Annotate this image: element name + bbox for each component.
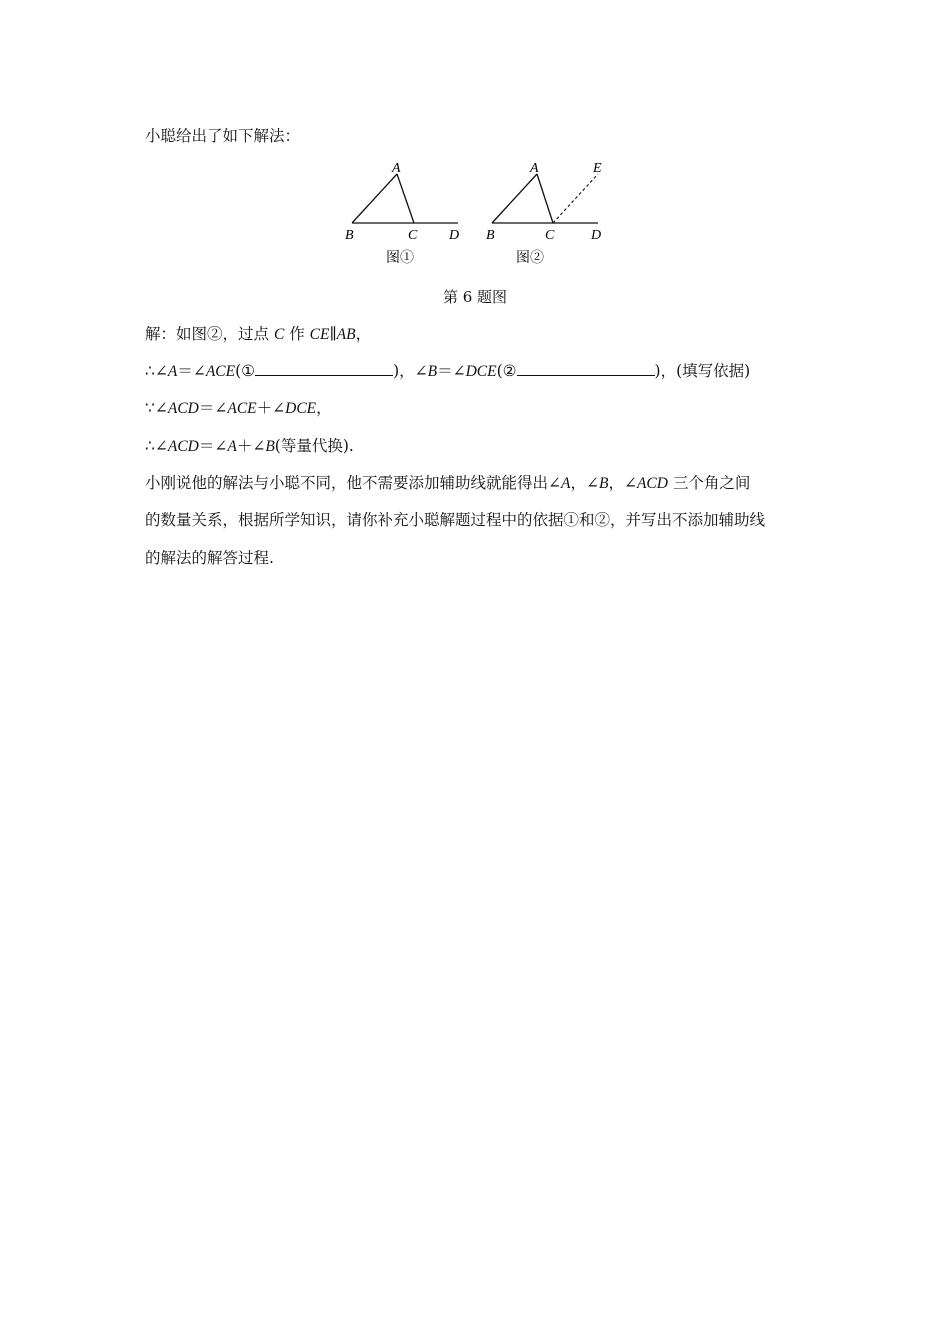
- fig2-label-A: A: [530, 161, 539, 176]
- text: 三个角之间: [667, 474, 751, 492]
- text: ，∠: [608, 474, 637, 492]
- text: ∴∠: [145, 437, 168, 455]
- angle-B: B: [598, 475, 609, 492]
- figure-caption: 第 6 题图: [442, 288, 508, 306]
- fig2-line-AB: [492, 174, 537, 223]
- fig1-label-B: B: [345, 228, 354, 243]
- angle-A: A: [561, 475, 571, 492]
- question-line-1: [145, 473, 750, 494]
- fig2-label-E: E: [593, 161, 602, 176]
- geometry-figures: [330, 150, 630, 275]
- text: ，: [316, 399, 332, 417]
- fig2-label-D: D: [591, 228, 602, 243]
- segment-CE: CE: [309, 326, 330, 343]
- angle-DCE: DCE: [285, 400, 317, 417]
- segment-AB: AB: [336, 326, 356, 343]
- solution-line-4: [145, 436, 354, 457]
- angle-ACD: ACD: [636, 475, 668, 492]
- text: )，(填写依据): [654, 362, 751, 380]
- question-line-3: 的解法的解答过程.: [145, 549, 274, 567]
- text: ＝∠: [437, 362, 466, 380]
- answer-blank-2[interactable]: [517, 361, 655, 376]
- text: )，∠: [393, 362, 428, 380]
- angle-B: B: [427, 363, 438, 380]
- text: ＋∠: [236, 437, 266, 455]
- text: ∴∠: [145, 362, 168, 380]
- question-line-2: 的数量关系，根据所学知识，请你补充小聪解题过程中的依据①和②，并写出不添加辅助线: [145, 511, 766, 529]
- text: 解：如图②，过点: [145, 325, 274, 343]
- text: ＝∠: [177, 362, 206, 380]
- text: (②: [496, 362, 517, 380]
- fig1-label-D: D: [449, 228, 460, 243]
- angle-A: A: [227, 438, 237, 455]
- figure-1: [345, 161, 459, 266]
- parallel-symbol: ∥: [329, 325, 337, 343]
- angle-ACE: ACE: [205, 363, 236, 380]
- intro-text: 小聪给出了如下解法：: [145, 127, 301, 145]
- fig1-line-AC: [397, 174, 414, 223]
- figure-2: [486, 161, 602, 266]
- fig2-caption: 图②: [516, 250, 544, 266]
- angle-B: B: [265, 438, 275, 455]
- text: (等量代换).: [274, 437, 354, 455]
- fig2-label-C: C: [545, 228, 555, 243]
- fig2-line-CE-dashed: [553, 174, 598, 223]
- solution-line-2: [145, 361, 750, 382]
- angle-ACE: ACE: [227, 400, 257, 417]
- point-C: C: [273, 326, 285, 343]
- text: 小刚说他的解法与小聪不同，他不需要添加辅助线就能得出∠: [145, 474, 561, 492]
- angle-DCE: DCE: [465, 363, 497, 380]
- fig1-label-A: A: [392, 161, 401, 176]
- text: ，: [355, 325, 372, 343]
- solution-line-1: [145, 324, 371, 345]
- fig2-label-B: B: [486, 228, 495, 243]
- solution-line-3: [145, 398, 332, 419]
- text: ＋∠: [256, 399, 286, 417]
- fig1-line-AB: [352, 174, 397, 223]
- text: ＝∠: [198, 399, 228, 417]
- text: ，∠: [570, 474, 599, 492]
- angle-ACD: ACD: [167, 438, 199, 455]
- fig2-line-AC: [537, 174, 553, 223]
- text: 作: [284, 325, 310, 343]
- text: ＝∠: [198, 437, 228, 455]
- answer-blank-1[interactable]: [255, 361, 393, 376]
- fig1-caption: 图①: [386, 250, 414, 266]
- text: ∵∠: [145, 399, 168, 417]
- angle-A: A: [167, 363, 178, 380]
- text: (①: [235, 362, 256, 380]
- fig1-label-C: C: [408, 228, 418, 243]
- angle-ACD: ACD: [167, 400, 199, 417]
